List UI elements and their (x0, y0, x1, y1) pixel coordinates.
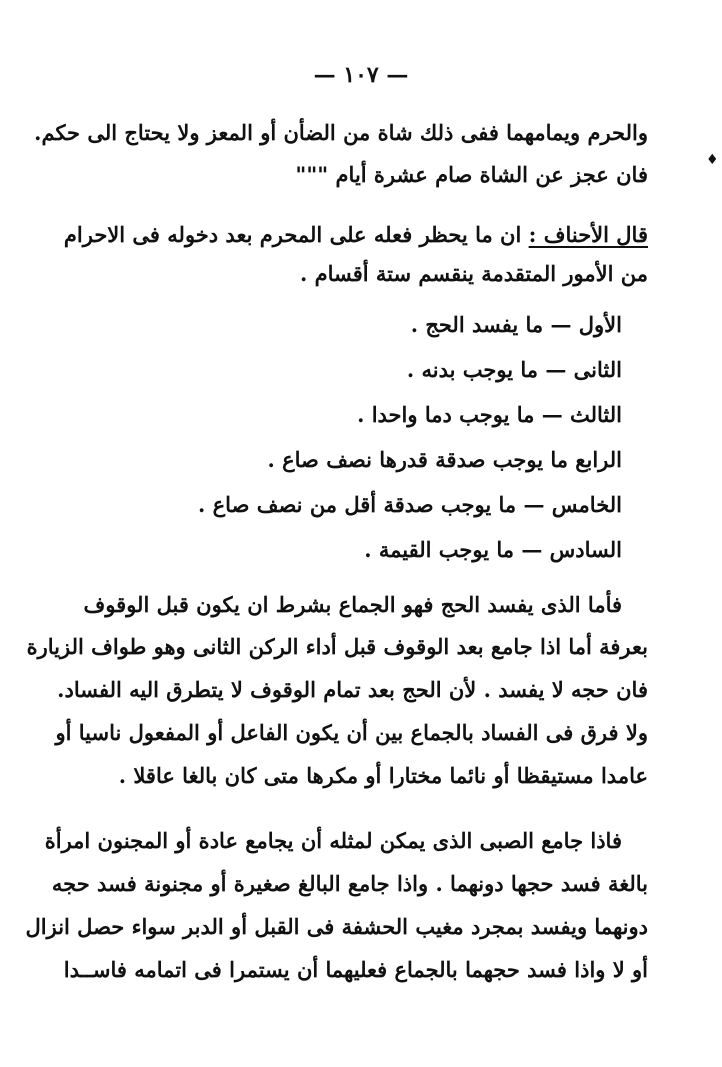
para1-line: فان حجه لا يفسد . لأن الحج بعد تمام الوقوف لا يتطرق اليه الفساد. (57, 677, 648, 702)
para2-line: فاذا جامع الصبى الذى يمكن لمثله أن يجامع عادة أو المجنون امرأة (44, 828, 622, 853)
text-line-2: فان عجز عن الشاة صام عشرة أيام """ (295, 162, 648, 187)
hanafi-line (64, 220, 648, 250)
para1-line: عامدا مستيقظا أو نائما مختارا أو مكرها متى كان بالغا عاقلا . (118, 763, 648, 788)
para1-line: ولا فرق فى الفساد بالجماع بين أن يكون الفاعل أو المفعول ناسيا أو (55, 720, 648, 745)
para1-line: بعرفة أما اذا جامع بعد الوقوف قبل أداء الركن الثانى وهو طواف الزيارة (26, 634, 648, 659)
list-item: الرابع ما يوجب صدقة قدرها نصف صاع . (267, 447, 622, 472)
para2-line: أو لا واذا فسد حجهما بالجماع فعليهما أن يستمرا فى اتمامه فاســدا (63, 957, 648, 982)
hanafi-heading: قال الأحناف : (528, 222, 648, 247)
list-item: الأول — ما يفسد الحج . (410, 312, 622, 337)
list-item: الخامس — ما يوجب صدقة أقل من نصف صاع . (198, 492, 622, 517)
para2-line: بالغة فسد حجها دونهما . واذا جامع البالغ صغيرة أو مجنونة فسد حجه (51, 871, 648, 896)
para1-line: فأما الذى يفسد الحج فهو الجماع بشرط ان يكون قبل الوقوف (83, 592, 622, 617)
list-item: الثانى — ما يوجب بدنه . (406, 357, 622, 382)
page-number: — ١٠٧ — (313, 62, 409, 88)
para2-line: دونهما ويفسد بمجرد مغيب الحشفة فى القبل أو الدبر سواء حصل انزال (25, 914, 648, 939)
text-line-4: من الأمور المتقدمة ينقسم ستة أقسام . (299, 261, 648, 286)
text-line-1: والحرم ويمامهما ففى ذلك شاة من الضأن أو المعز ولا يحتاج الى حكم. (34, 120, 648, 145)
list-item: الثالث — ما يوجب دما واحدا . (357, 402, 622, 427)
margin-mark: ♦ (706, 152, 719, 168)
list-item: السادس — ما يوجب القيمة . (364, 537, 622, 562)
hanafi-text: ان ما يحظر فعله على المحرم بعد دخوله فى الاحرام (63, 222, 522, 247)
